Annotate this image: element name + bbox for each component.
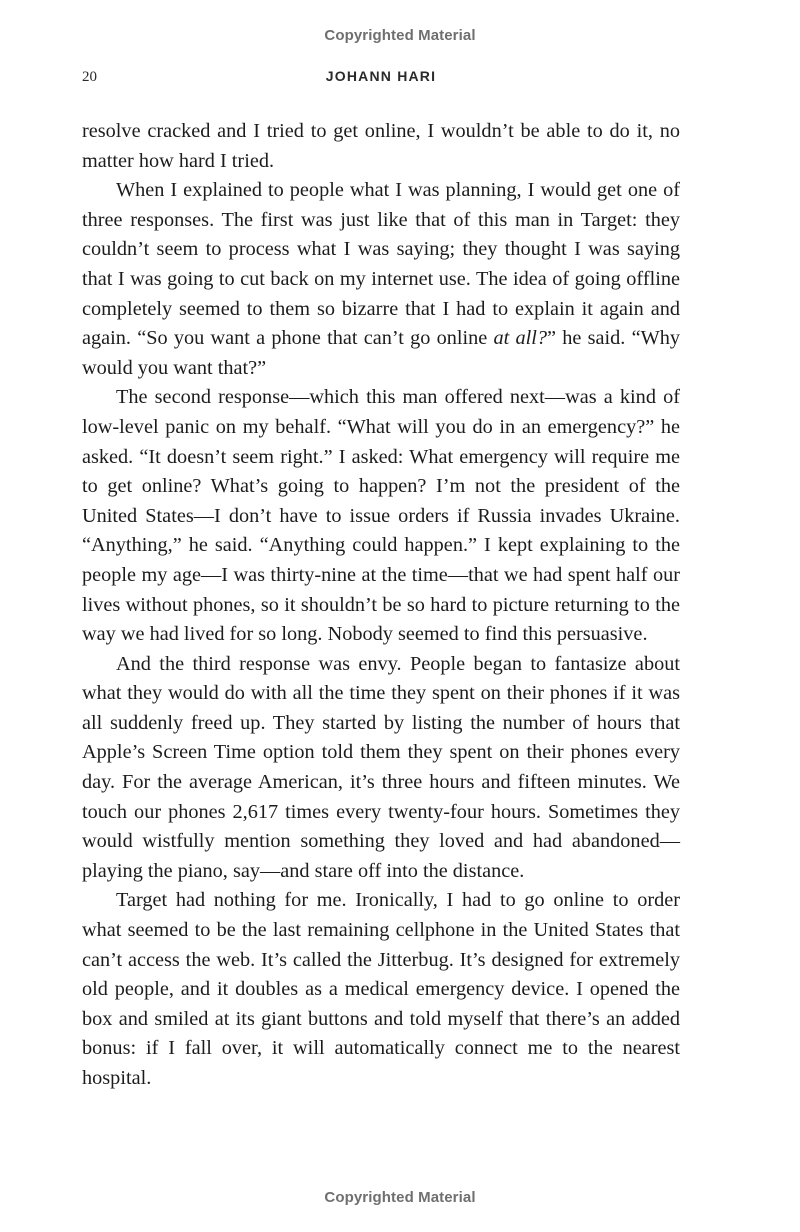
paragraph-1: resolve cracked and I tried to get online, I wouldn’t be able to do it, no matter how hard I tried. — [82, 120, 680, 172]
author-name: JOHANN HARI — [325, 68, 437, 84]
paragraph-2-text: When I explained to people what I was planning, I would get one of three responses. The first was just like that of this man in Target: they couldn’t seem to process what I was saying; they thought I was saying that I was going to cut back on my internet use. The idea of going offline completely seemed to them so bizarre that I had to explain it again and again. “So you want a phone that can’t go online — [82, 179, 680, 350]
copyright-watermark-bottom: Copyrighted Material — [324, 1189, 476, 1206]
page-number: 20 — [82, 69, 97, 85]
paragraph-2 — [82, 176, 680, 383]
copyright-watermark-top: Copyrighted Material — [324, 27, 476, 44]
paragraph-2-end: ” he said. “Why would you want that?” — [82, 327, 680, 379]
running-head — [82, 68, 680, 90]
paragraph-3: The second response—which this man offered next—was a kind of low-level panic on my behalf. “What will you do in an emergency?” he asked. “It doesn’t seem right.” I asked: What emergency will require me to get online? What’s going to happen? I’m not the president of the United States—I don’t have to issue orders if Russia invades Ukraine. “Anything,” he said. “Anything could happen.” I kept explaining to the people my age—I was thirty-nine at the time—that we had spent half our lives without phones, so it shouldn’t be so hard to picture returning to the way we had lived for so long. Nobody seemed to find this persuasive. — [82, 386, 680, 646]
paragraph-2-italic: at all? — [493, 327, 548, 350]
paragraph-5: Target had nothing for me. Ironically, I had to go online to order what seemed to be the last remaining cellphone in the United States that can’t access the web. It’s called the Jitterbug. It’s designed for extremely old people, and it doubles as a medical emergency device. I opened the box and smiled at its giant buttons and told myself that there’s an added bonus: if I fall over, it will automatically connect me to the nearest hospital. — [82, 889, 680, 1089]
body-text — [82, 117, 680, 1094]
paragraph-4: And the third response was envy. People began to fantasize about what they would do with all the time they spent on their phones if it was all suddenly freed up. They started by listing the number of hours that Apple’s Screen Time option told them they spent on their phones every day. For the average American, it’s three hours and fifteen minutes. We touch our phones 2,617 times every twenty-four hours. Sometimes they would wistfully mention something they loved and had abandoned—playing the piano, say—and stare off into the distance. — [82, 652, 680, 882]
